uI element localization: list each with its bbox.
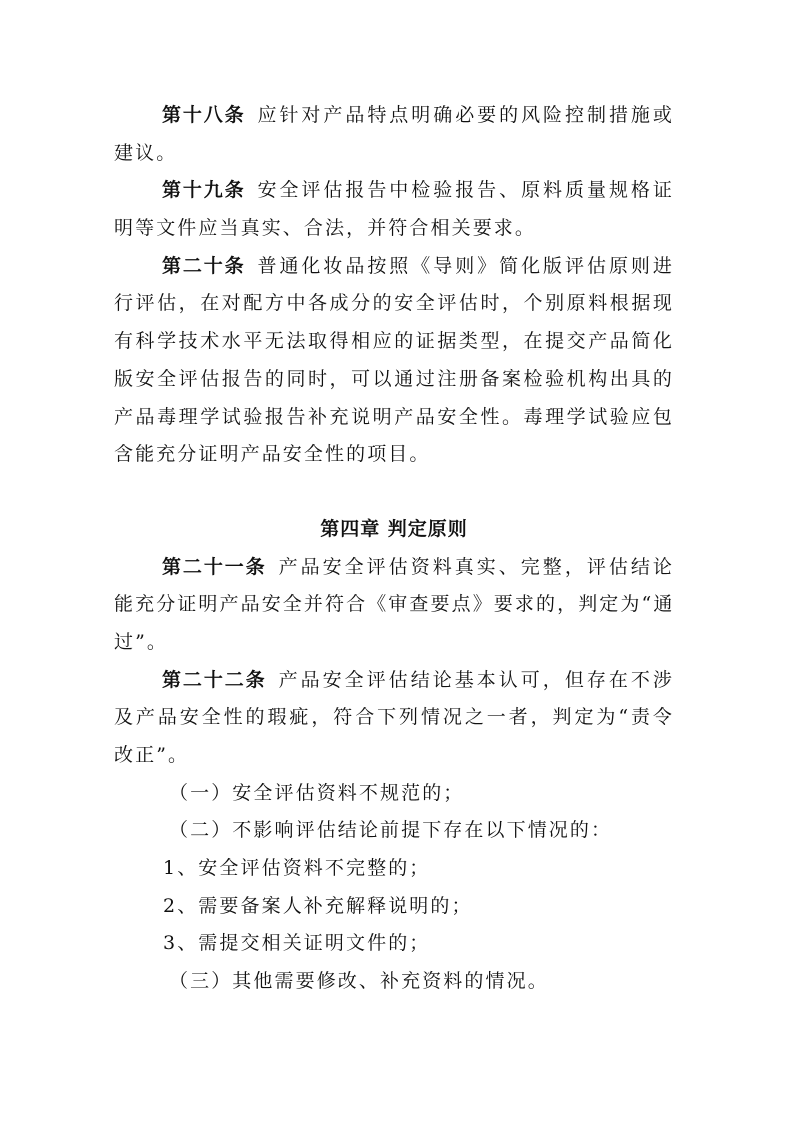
- article-22-line-3: 改正”。: [114, 744, 190, 766]
- article-18-line-2: 建议。: [114, 141, 178, 164]
- list-item: （二）不影响评估结论前提下存在以下情况的：: [169, 819, 613, 842]
- article-19-text-1: 安全评估报告中检验报告、原料质量规格证: [257, 179, 674, 202]
- list-item: 2、需要备案人补充解释说明的；: [163, 894, 473, 917]
- article-20-line-4: 版安全评估报告的同时，可以通过注册备案检验机构出具的: [114, 367, 674, 390]
- article-20-line-3: 有科学技术水平无法取得相应的证据类型，在提交产品简化: [114, 330, 674, 353]
- list-item: （一）安全评估资料不规范的；: [169, 781, 465, 804]
- article-20-heading: 第二十条: [162, 254, 246, 277]
- chapter-title: 第四章 判定原则: [320, 517, 468, 540]
- list-item: 1、安全评估资料不完整的；: [163, 857, 431, 880]
- article-20-text-1: 普通化妆品按照《导则》简化版评估原则进: [257, 254, 674, 277]
- article-21-line-2: 能充分证明产品安全并符合《审查要点》要求的，判定为“通: [114, 593, 675, 616]
- article-19-heading: 第十九条: [162, 179, 246, 202]
- article-21-line-3: 过”。: [114, 630, 169, 653]
- article-22-heading: 第二十二条: [162, 668, 267, 691]
- article-21-heading: 第二十一条: [162, 555, 267, 578]
- article-18-line-1: [114, 97, 674, 135]
- article-20-line-2: 行评估，在对配方中各成分的安全评估时，个别原料根据现: [114, 292, 674, 315]
- list-item: （三）其他需要修改、补充资料的情况。: [169, 970, 549, 993]
- article-19-line-2: 明等文件应当真实、合法，并符合相关要求。: [114, 217, 537, 240]
- article-21-text-1: 产品安全评估资料真实、完整，评估结论: [278, 555, 674, 578]
- article-18-heading: 第十八条: [162, 104, 246, 126]
- article-22-line-1: [114, 662, 674, 700]
- article-19-line-1: [114, 172, 674, 210]
- article-20-line-1: [114, 248, 674, 286]
- article-21-line-1: [114, 549, 674, 587]
- article-22-line-2: 及产品安全性的瑕疵，符合下列情况之一者，判定为“责令: [114, 706, 674, 729]
- article-20-line-6: 含能充分证明产品安全性的项目。: [114, 443, 431, 466]
- document-page: [114, 97, 674, 1001]
- article-18-text-1: 应针对产品特点明确必要的风险控制措施或: [257, 104, 674, 126]
- article-20-line-5: 产品毒理学试验报告补充说明产品安全性。毒理学试验应包: [114, 405, 674, 428]
- section-spacer: [114, 474, 674, 511]
- article-22-text-1: 产品安全评估结论基本认可，但存在不涉: [278, 668, 674, 691]
- list-item: 3、需提交相关证明文件的；: [163, 932, 431, 955]
